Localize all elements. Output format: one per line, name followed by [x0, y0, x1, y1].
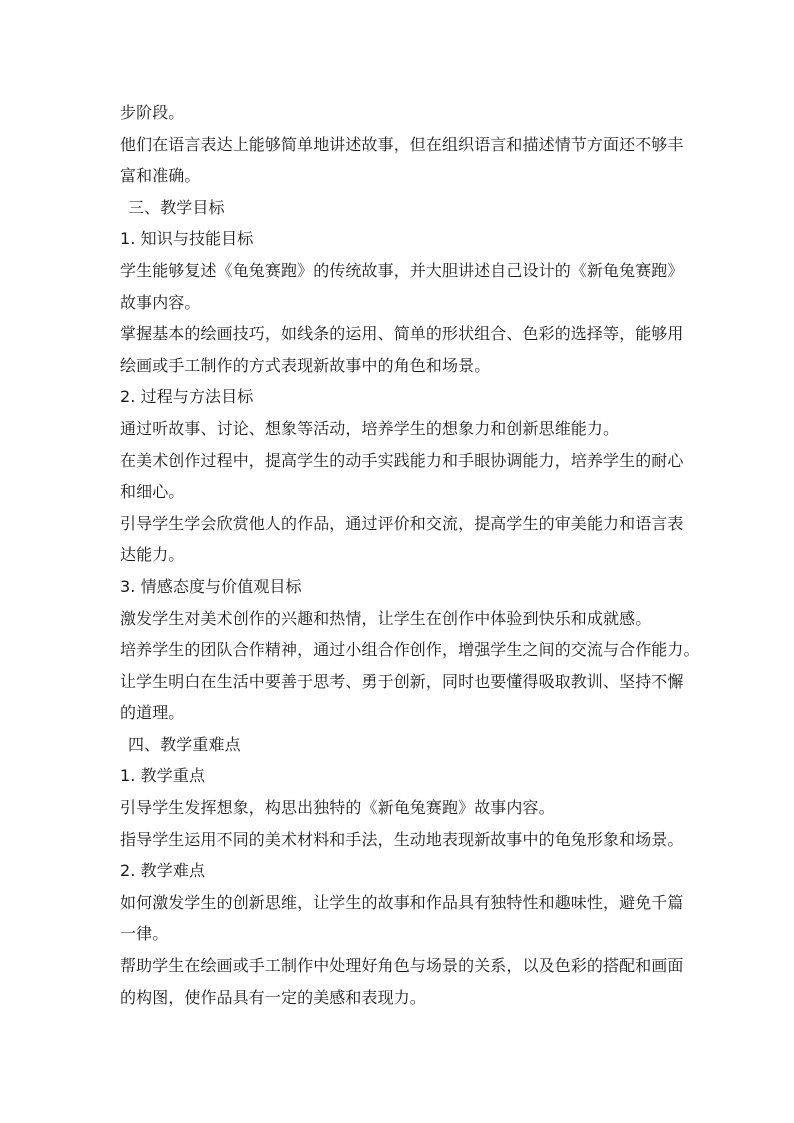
paragraph-line: 掌握基本的绘画技巧，如线条的运用、简单的形状组合、色彩的选择等，能够用: [120, 324, 684, 344]
subheading-attitude-values: 3. 情感态度与价值观目标: [120, 576, 302, 596]
paragraph-line: 引导学生发挥想象，构思出独特的《新龟兔赛跑》故事内容。: [120, 798, 555, 818]
paragraph-line: 达能力。: [120, 545, 185, 565]
paragraph-line: 一律。: [120, 924, 169, 944]
paragraph-line: 引导学生学会欣赏他人的作品，通过评价和交流，提高学生的审美能力和语言表: [120, 513, 684, 533]
paragraph-line: 帮助学生在绘画或手工制作中处理好角色与场景的关系，以及色彩的搭配和画面: [120, 956, 684, 976]
paragraph-line: 和细心。: [120, 482, 185, 502]
section-heading-key-difficulties: 四、教学重难点: [128, 734, 241, 754]
paragraph-line: 通过听故事、讨论、想象等活动，培养学生的想象力和创新思维能力。: [120, 418, 620, 438]
document-body: [120, 97, 700, 1013]
paragraph-line: 激发学生对美术创作的兴趣和热情，让学生在创作中体验到快乐和成就感。: [120, 608, 652, 628]
paragraph-line: 他们在语言表达上能够简单地讲述故事，但在组织语言和描述情节方面还不够丰: [120, 134, 684, 154]
subheading-process-methods: 2. 过程与方法目标: [120, 387, 254, 407]
paragraph-line: 故事内容。: [120, 292, 201, 312]
paragraph-line: 的道理。: [120, 703, 185, 723]
paragraph-line: 学生能够复述《龟兔赛跑》的传统故事，并大胆讲述自己设计的《新龟兔赛跑》: [120, 260, 684, 280]
paragraph-line: 的构图，使作品具有一定的美感和表现力。: [120, 987, 426, 1007]
paragraph-line: 步阶段。: [120, 103, 185, 122]
paragraph-line: 绘画或手工制作的方式表现新故事中的角色和场景。: [120, 355, 491, 375]
subheading-knowledge-skills: 1. 知识与技能目标: [120, 229, 254, 249]
subheading-key-points: 1. 教学重点: [120, 766, 206, 786]
section-heading-teaching-goals: 三、教学目标: [128, 197, 225, 217]
paragraph-line: 指导学生运用不同的美术材料和手法，生动地表现新故事中的龟兔形象和场景。: [120, 829, 684, 849]
subheading-difficult-points: 2. 教学难点: [120, 861, 206, 881]
paragraph-line: 富和准确。: [120, 166, 201, 186]
paragraph-line: 在美术创作过程中，提高学生的动手实践能力和手眼协调能力，培养学生的耐心: [120, 450, 684, 470]
paragraph-line: 如何激发学生的创新思维，让学生的故事和作品具有独特性和趣味性，避免千篇: [120, 892, 684, 912]
paragraph-line: 培养学生的团队合作精神，通过小组合作创作，增强学生之间的交流与合作能力。: [120, 640, 700, 660]
paragraph-line: 让学生明白在生活中要善于思考、勇于创新，同时也要懂得吸取教训、坚持不懈: [120, 671, 684, 691]
